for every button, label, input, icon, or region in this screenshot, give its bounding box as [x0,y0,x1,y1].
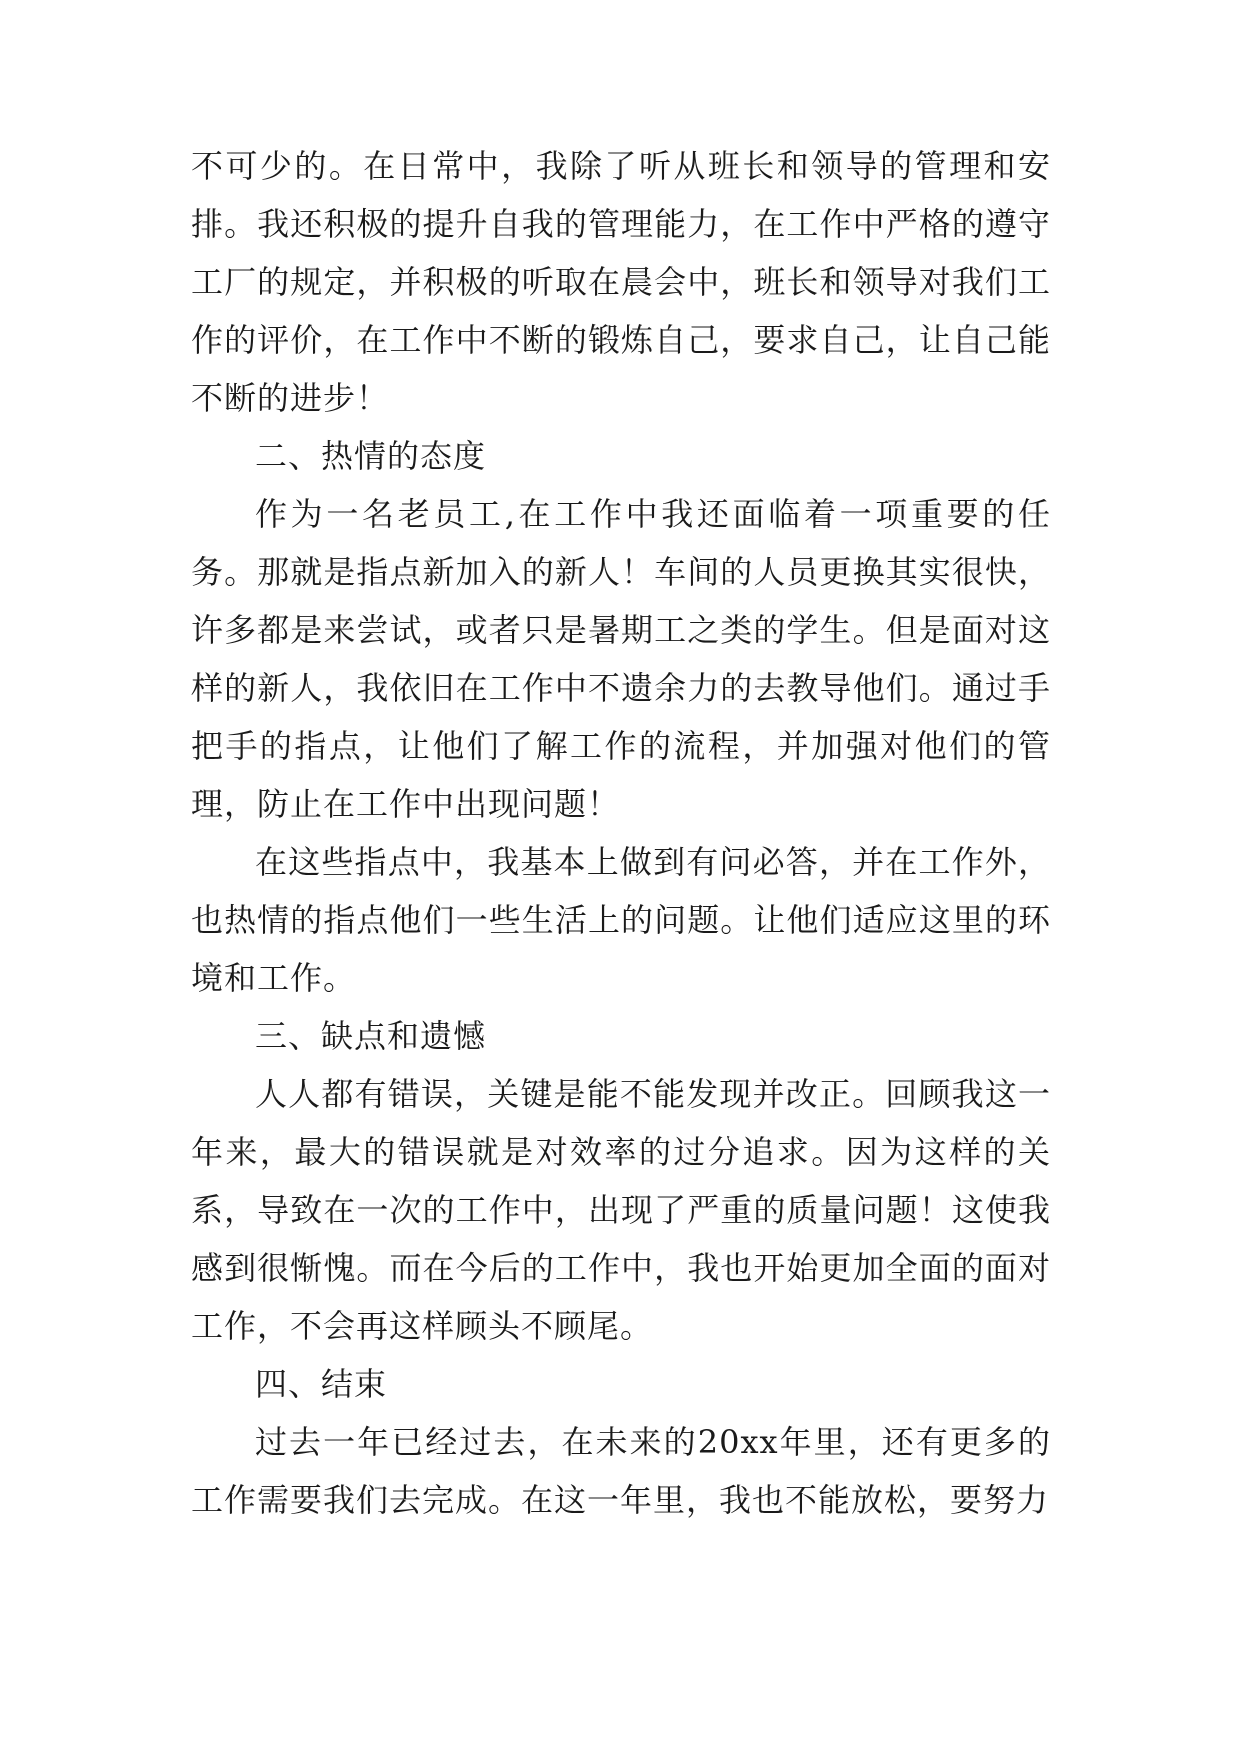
paragraph-conclusion: 过去一年已经过去，在未来的20xx年里，还有更多的工作需要我们去完成。在这一年里，我也不能放松，要努力 [191,1423,1051,1519]
paragraph-continued: 不可少的。在日常中，我除了听从班长和领导的管理和安排。我还积极的提升自我的管理能力，在工作中严格的遵守工厂的规定，并积极的听取在晨会中，班长和领导对我们工作的评价，在工作中不断的锻炼自己，要求自己，让自己能不断的进步！ [191,147,1051,417]
paragraph-guidance: 在这些指点中，我基本上做到有问必答，并在工作外，也热情的指点他们一些生活上的问题。让他们适应这里的环境和工作。 [191,843,1051,997]
section-heading-4: 四、结束 [255,1365,388,1403]
paragraph-shortcomings: 人人都有错误，关键是能不能发现并改正。回顾我这一年来，最大的错误就是对效率的过分追求。因为这样的关系，导致在一次的工作中，出现了严重的质量问题！这使我感到很惭愧。而在今后的工作中，我也开始更加全面的面对工作，不会再这样顾头不顾尾。 [191,1075,1051,1345]
paragraph-new-staff: 作为一名老员工,在工作中我还面临着一项重要的任务。那就是指点新加入的新人！车间的人员更换其实很快，许多都是来尝试，或者只是暑期工之类的学生。但是面对这样的新人，我依旧在工作中不遗余力的去教导他们。通过手把手的指点，让他们了解工作的流程，并加强对他们的管理，防止在工作中出现问题！ [191,495,1051,823]
section-heading-2: 二、热情的态度 [255,437,487,475]
document-body [191,137,1051,1529]
section-heading-3: 三、缺点和遗憾 [255,1017,487,1055]
